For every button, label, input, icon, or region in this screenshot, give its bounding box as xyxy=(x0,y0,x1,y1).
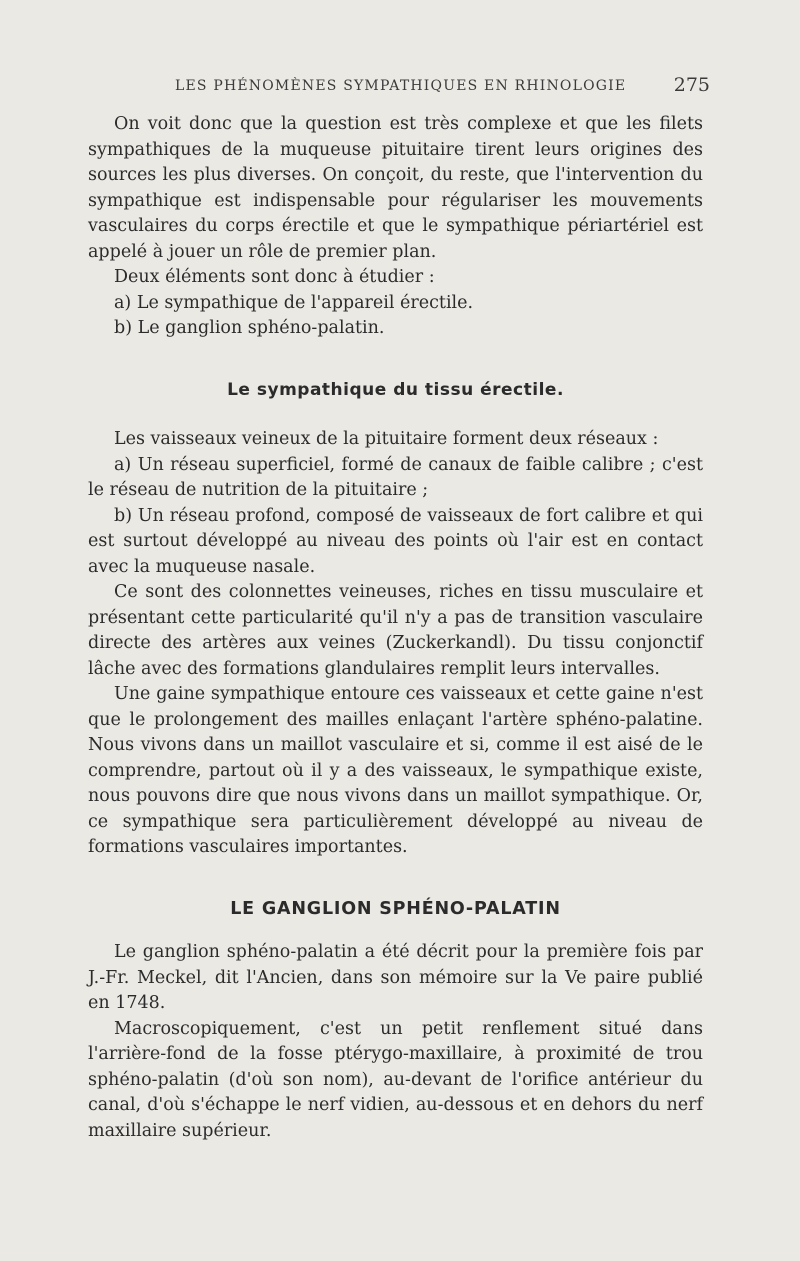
intro-list-lead: Deux éléments sont donc à étudier : xyxy=(114,267,435,287)
section1-paragraph: Une gaine sympathique entoure ces vaisseaux et cette gaine n'est que le prolongement des mailles enlaçant l'artère sphéno-palatine. Nous vivons dans un maillot vasculaire et si, comme il est aisé de le comprendre, partout où il y a des vaisseaux, le sympathique existe, nous pouvons dire que nous vivons dans un maillot sympathique. Or, ce sympathique sera particulièrement développé au niveau de formations vasculaires importantes. xyxy=(88,684,703,857)
section-heading-ganglion: LE GANGLION SPHÉNO-PALATIN xyxy=(230,898,561,919)
intro-list-item-b: b) Le ganglion sphéno-palatin. xyxy=(114,318,385,338)
intro-paragraph: On voit donc que la question est très complexe et que les filets sympathiques de la muqueuse pituitaire tirent leurs origines des sources les plus diverses. On conçoit, du reste, que l'intervention du sympathique est indispensable pour régulariser les mouvements vasculaires du corps érectile et que le sympathique périartériel est appelé à jouer un rôle de premier plan. xyxy=(88,114,703,262)
running-title: LES PHÉNOMÈNES SYMPATHIQUES EN RHINOLOGIE xyxy=(175,78,627,94)
section-heading-erectile: Le sympathique du tissu érectile. xyxy=(227,379,564,400)
section2-paragraph: Macroscopiquement, c'est un petit renflement situé dans l'arrière-fond de la fosse ptérygo-maxillaire, à proximité de trou sphéno-palatin (d'où son nom), au-devant de l'orifice antérieur du canal, d'où s'échappe le nerf vidien, au-dessous et en dehors du nerf maxillaire supérieur. xyxy=(88,1018,703,1141)
section1-paragraph: Les vaisseaux veineux de la pituitaire forment deux réseaux : xyxy=(114,429,659,449)
page-body xyxy=(88,112,703,1144)
page-number: 275 xyxy=(673,74,710,96)
section1-paragraph: b) Un réseau profond, composé de vaisseaux de fort calibre et qui est surtout développé au niveau des points où l'air est en contact avec la muqueuse nasale. xyxy=(88,505,703,577)
section1-paragraph: a) Un réseau superficiel, formé de canaux de faible calibre ; c'est le réseau de nutrition de la pituitaire ; xyxy=(88,454,703,500)
section2-paragraph: Le ganglion sphéno-palatin a été décrit pour la première fois par J.-Fr. Meckel, dit l'Ancien, dans son mémoire sur la Ve paire publié en 1748. xyxy=(88,942,703,1013)
section1-paragraph: Ce sont des colonnettes veineuses, riches en tissu musculaire et présentant cette particularité qu'il n'y a pas de transition vasculaire directe des artères aux veines (Zuckerkandl). Du tissu conjonctif lâche avec des formations glandulaires remplit leurs intervalles. xyxy=(88,582,703,679)
intro-list-item-a: a) Le sympathique de l'appareil érectile. xyxy=(114,292,474,313)
